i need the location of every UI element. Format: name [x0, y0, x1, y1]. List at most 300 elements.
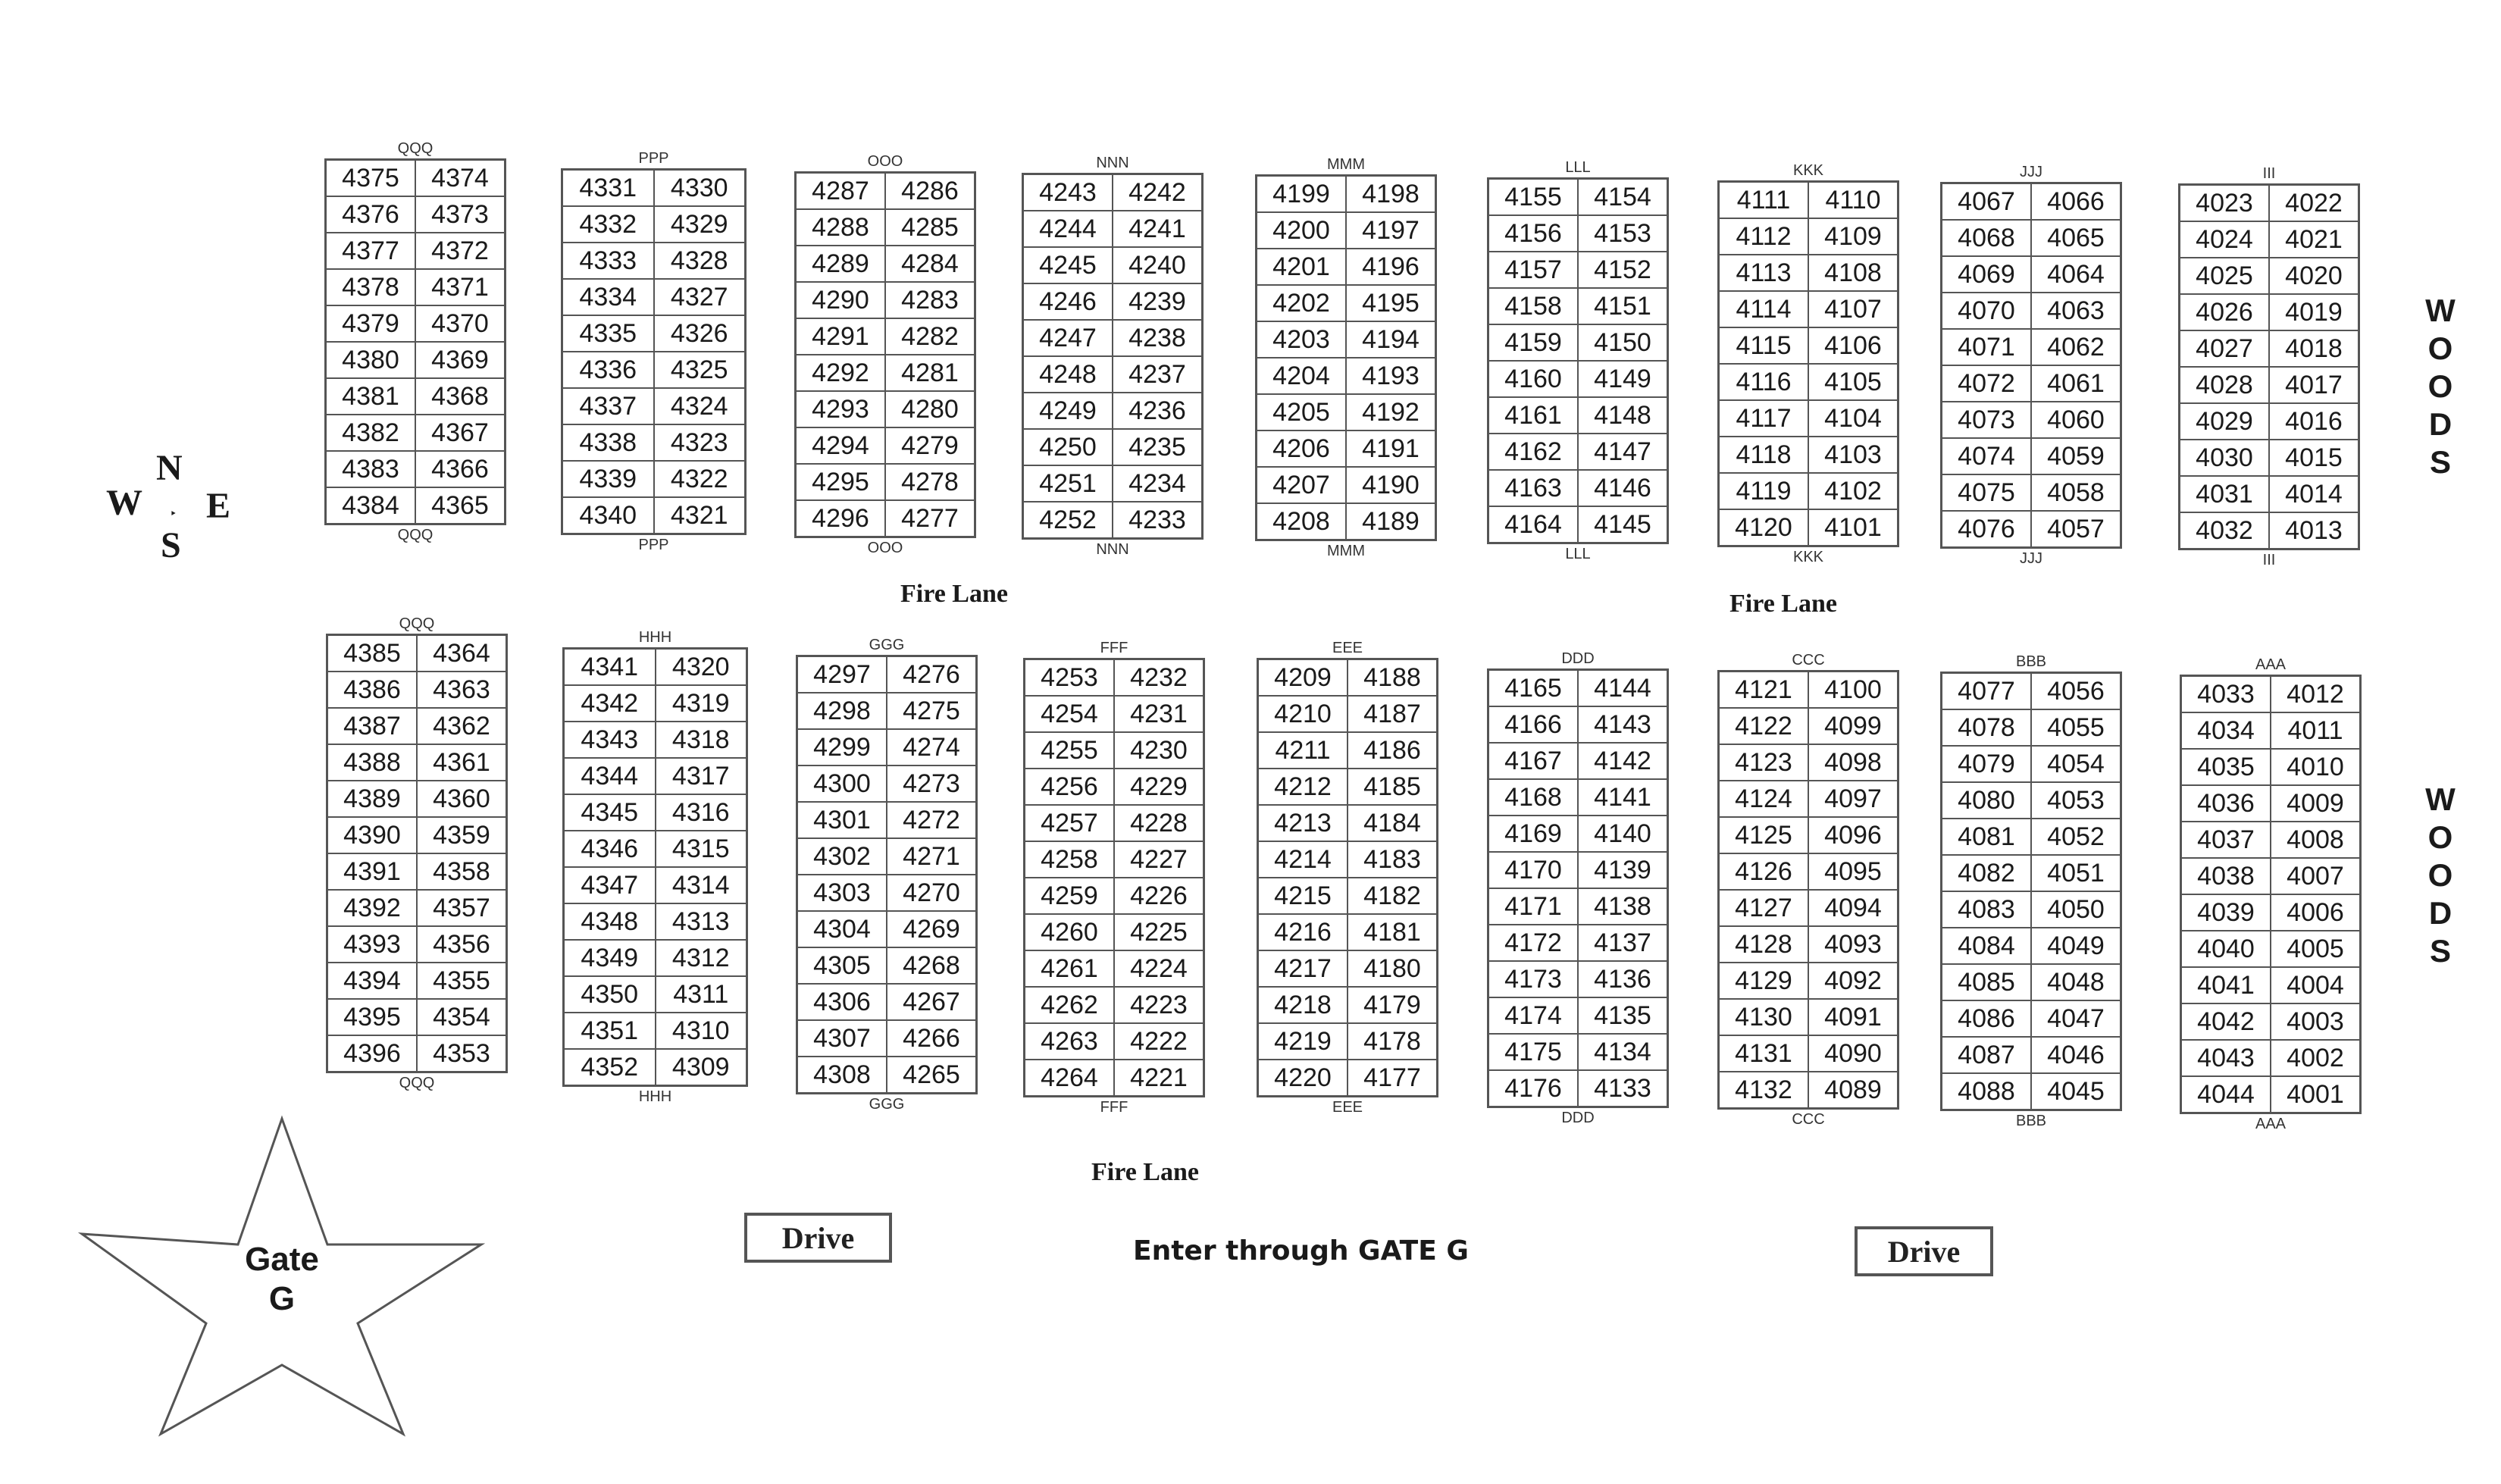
- lot-number: 4320: [655, 650, 747, 684]
- block-row: [565, 903, 746, 939]
- lot-number: 4016: [2268, 404, 2358, 439]
- lot-number: 4335: [579, 318, 637, 348]
- block-row: [565, 721, 746, 757]
- lot-number: 4077: [1958, 676, 2015, 706]
- block-row: [1489, 997, 1667, 1033]
- lot-number: 4237: [1112, 357, 1201, 392]
- block-row: [327, 161, 504, 196]
- block-row: [2182, 1003, 2359, 1039]
- lot-number: 4003: [2270, 1004, 2359, 1039]
- lot-number: 4090: [1808, 1036, 1897, 1071]
- lot-number: 4287: [812, 176, 869, 205]
- block-row: [327, 450, 504, 487]
- block-grid: [1487, 177, 1669, 544]
- block-row: [1257, 357, 1435, 393]
- block-label-bottom: OOO: [867, 540, 903, 556]
- block-row: [2182, 894, 2359, 930]
- lot-number: 4089: [1808, 1072, 1897, 1107]
- block-row: [565, 1012, 746, 1048]
- lot-number: 4283: [884, 283, 974, 318]
- lot-number: 4200: [1272, 215, 1330, 245]
- block-jjj: [1940, 162, 2122, 568]
- block-row: [798, 947, 975, 983]
- block-row: [1259, 768, 1436, 804]
- block-row: [565, 684, 746, 721]
- block-grid: [794, 171, 976, 538]
- lot-number: 4347: [581, 870, 639, 900]
- lot-number: 4233: [1112, 502, 1201, 537]
- lot-number: 4103: [1808, 437, 1897, 472]
- lot-number: 4277: [884, 501, 974, 536]
- woods-letter: S: [2429, 933, 2451, 969]
- lot-number: 4008: [2270, 822, 2359, 857]
- lot-number: 4153: [1577, 216, 1667, 251]
- lot-number: 4231: [1113, 697, 1203, 731]
- lot-number: 4189: [1345, 504, 1435, 539]
- lot-number: 4285: [884, 210, 974, 245]
- block-row: [1025, 986, 1203, 1022]
- block-row: [327, 305, 504, 341]
- lot-number: 4232: [1113, 660, 1203, 695]
- woods-letter: W: [2425, 293, 2456, 328]
- lot-number: 4312: [655, 941, 747, 975]
- lot-number: 4342: [581, 688, 639, 718]
- lot-number: 4289: [812, 249, 869, 278]
- lot-number: 4151: [1577, 289, 1667, 324]
- block-row: [1489, 396, 1667, 433]
- block-grid: [562, 647, 748, 1087]
- lot-number: 4197: [1345, 213, 1435, 248]
- block-row: [1942, 1000, 2120, 1036]
- block-row: [1257, 430, 1435, 466]
- compass-south: S: [161, 525, 181, 565]
- block-row: [1025, 804, 1203, 841]
- woods-label-top: [2425, 292, 2456, 481]
- fire-lane-label: Fire Lane: [1729, 590, 1837, 618]
- lot-number: 4002: [2270, 1041, 2359, 1075]
- block-row: [2180, 257, 2358, 293]
- lot-number: 4355: [416, 963, 506, 998]
- block-row: [565, 866, 746, 903]
- block-row: [1720, 290, 1897, 327]
- lot-number: 4102: [1808, 474, 1897, 509]
- lot-number: 4365: [415, 488, 504, 523]
- lot-number: 4270: [886, 875, 975, 910]
- lot-number: 4080: [1958, 785, 2015, 815]
- lot-number: 4045: [2030, 1074, 2120, 1109]
- block-row: [328, 780, 506, 816]
- lot-number: 4309: [655, 1050, 747, 1085]
- lot-number: 4329: [653, 207, 745, 242]
- block-row: [563, 315, 744, 351]
- lot-number: 4076: [1958, 514, 2015, 543]
- lot-number: 4356: [416, 927, 506, 962]
- block-row: [1942, 927, 2120, 963]
- lot-number: 4174: [1504, 1000, 1562, 1030]
- block-row: [2182, 677, 2359, 712]
- block-label-top: QQQ: [397, 140, 434, 157]
- lot-number: 4130: [1735, 1002, 1792, 1032]
- lot-number: 4360: [416, 781, 506, 816]
- lot-number: 4310: [655, 1013, 747, 1048]
- lot-number: 4354: [416, 1000, 506, 1035]
- lot-number: 4374: [415, 161, 504, 196]
- lot-number: 4202: [1272, 288, 1330, 318]
- lot-number: 4086: [1958, 1003, 2015, 1033]
- lot-number: 4328: [653, 243, 745, 278]
- block-row: [1489, 324, 1667, 360]
- lot-number: 4380: [342, 345, 399, 374]
- block-label-top: III: [2262, 165, 2276, 182]
- block-grid: [324, 158, 506, 525]
- block-row: [328, 707, 506, 744]
- woods-letter: O: [2427, 857, 2453, 893]
- lot-number: 4303: [813, 878, 871, 907]
- block-row: [563, 460, 744, 496]
- block-mmm: [1255, 155, 1437, 561]
- lot-number: 4219: [1274, 1026, 1332, 1056]
- lot-number: 4252: [1039, 505, 1097, 534]
- block-row: [1259, 841, 1436, 877]
- lot-number: 4187: [1347, 697, 1436, 731]
- lot-number: 4146: [1577, 471, 1667, 506]
- lot-number: 4297: [813, 659, 871, 689]
- block-row: [1720, 509, 1897, 545]
- lot-number: 4119: [1736, 476, 1792, 506]
- lot-number: 4163: [1504, 473, 1562, 502]
- lot-number: 4082: [1958, 858, 2015, 888]
- block-row: [1024, 246, 1201, 283]
- lot-number: 4226: [1113, 878, 1203, 913]
- lot-number: 4194: [1345, 322, 1435, 357]
- lot-number: 4145: [1577, 507, 1667, 542]
- lot-number: 4388: [343, 747, 401, 777]
- lot-number: 4055: [2030, 710, 2120, 745]
- lot-number: 4313: [655, 904, 747, 939]
- lot-number: 4260: [1041, 917, 1098, 947]
- lot-number: 4301: [813, 805, 871, 834]
- lot-number: 4369: [415, 343, 504, 377]
- block-row: [328, 925, 506, 962]
- lot-number: 4206: [1272, 434, 1330, 463]
- lot-number: 4249: [1039, 396, 1097, 425]
- lot-number: 4199: [1272, 179, 1330, 208]
- block-row: [1257, 211, 1435, 248]
- block-row: [563, 278, 744, 315]
- block-row: [2180, 221, 2358, 257]
- lot-number: 4088: [1958, 1076, 2015, 1106]
- block-row: [1720, 998, 1897, 1035]
- block-label-top: NNN: [1096, 155, 1129, 171]
- block-row: [1489, 1033, 1667, 1069]
- block-label-top: PPP: [638, 150, 669, 167]
- lot-number: 4024: [2196, 224, 2253, 254]
- lot-number: 4160: [1504, 364, 1562, 393]
- block-row: [327, 377, 504, 414]
- block-label-bottom: QQQ: [399, 1075, 435, 1091]
- block-row: [563, 424, 744, 460]
- lot-number: 4030: [2196, 443, 2253, 472]
- lot-number: 4293: [812, 394, 869, 424]
- block-label-top: CCC: [1792, 652, 1825, 668]
- lot-number: 4144: [1577, 671, 1667, 706]
- block-hhh: [562, 628, 748, 1107]
- block-ppp: [561, 149, 747, 555]
- lot-number: 4272: [886, 803, 975, 837]
- lot-number: 4340: [579, 500, 637, 530]
- block-row: [1489, 214, 1667, 251]
- lot-number: 4059: [2030, 439, 2120, 474]
- block-row: [1489, 251, 1667, 287]
- block-row: [2180, 512, 2358, 548]
- lot-number: 4338: [579, 427, 637, 457]
- block-row: [1720, 889, 1897, 925]
- block-row: [1024, 501, 1201, 537]
- lot-number: 4099: [1808, 709, 1897, 744]
- lot-number: 4014: [2268, 477, 2358, 512]
- lot-number: 4094: [1808, 891, 1897, 925]
- lot-number: 4001: [2270, 1077, 2359, 1112]
- block-row: [1942, 1072, 2120, 1109]
- lot-number: 4308: [813, 1060, 871, 1089]
- lot-number: 4159: [1504, 327, 1562, 357]
- lot-number: 4029: [2196, 406, 2253, 436]
- lot-number: 4127: [1735, 893, 1792, 922]
- block-row: [1720, 853, 1897, 889]
- lot-number: 4111: [1736, 185, 1791, 214]
- block-row: [1720, 1071, 1897, 1107]
- lot-number: 4247: [1039, 323, 1097, 352]
- lot-number: 4110: [1808, 183, 1897, 218]
- lot-number: 4271: [886, 839, 975, 874]
- lot-number: 4142: [1577, 744, 1667, 778]
- lot-number: 4389: [343, 784, 401, 813]
- lot-number: 4265: [886, 1057, 975, 1092]
- lot-number: 4017: [2268, 368, 2358, 402]
- lot-number: 4235: [1112, 430, 1201, 465]
- lot-number: 4031: [2196, 479, 2253, 509]
- block-fff: [1023, 638, 1205, 1117]
- block-row: [1489, 433, 1667, 469]
- lot-number: 4198: [1345, 177, 1435, 211]
- lot-number: 4005: [2270, 931, 2359, 966]
- lot-number: 4275: [886, 693, 975, 728]
- lot-number: 4238: [1112, 321, 1201, 355]
- block-row: [1024, 392, 1201, 428]
- lot-number: 4217: [1274, 953, 1332, 983]
- lot-number: 4261: [1041, 953, 1098, 983]
- woods-letter: D: [2428, 406, 2452, 442]
- lot-number: 4376: [342, 199, 399, 229]
- lot-number: 4264: [1041, 1063, 1098, 1092]
- block-row: [2182, 821, 2359, 857]
- compass-west: W: [106, 483, 142, 523]
- lot-number: 4254: [1041, 699, 1098, 728]
- block-row: [328, 816, 506, 853]
- block-row: [1025, 768, 1203, 804]
- lot-number: 4129: [1735, 966, 1792, 995]
- lot-number: 4043: [2197, 1043, 2255, 1072]
- block-row: [1259, 731, 1436, 768]
- block-row: [798, 801, 975, 837]
- lot-number: 4096: [1808, 818, 1897, 853]
- block-row: [1720, 816, 1897, 853]
- block-row: [1942, 184, 2120, 219]
- lot-number: 4012: [2270, 677, 2359, 712]
- lot-number: 4361: [416, 745, 506, 780]
- lot-number: 4098: [1808, 745, 1897, 780]
- block-label-bottom: DDD: [1561, 1110, 1595, 1126]
- lot-number: 4066: [2030, 184, 2120, 219]
- block-row: [1489, 706, 1667, 742]
- lot-number: 4149: [1577, 362, 1667, 396]
- lot-number: 4220: [1274, 1063, 1332, 1092]
- lot-number: 4087: [1958, 1040, 2015, 1069]
- lot-number: 4116: [1736, 367, 1792, 396]
- lot-number: 4063: [2030, 293, 2120, 328]
- gate-label: [221, 1240, 343, 1319]
- block-row: [797, 174, 974, 208]
- lot-number: 4143: [1577, 707, 1667, 742]
- lot-number: 4343: [581, 725, 639, 754]
- lot-number: 4085: [1958, 967, 2015, 997]
- lot-number: 4106: [1808, 328, 1897, 363]
- block-row: [1942, 328, 2120, 365]
- lot-number: 4191: [1345, 431, 1435, 466]
- lot-number: 4158: [1504, 291, 1562, 321]
- block-label-bottom: GGG: [869, 1096, 905, 1113]
- block-row: [1025, 841, 1203, 877]
- lot-number: 4135: [1577, 998, 1667, 1033]
- block-row: [2182, 857, 2359, 894]
- lot-number: 4207: [1272, 470, 1330, 499]
- lot-number: 4326: [653, 316, 745, 351]
- lot-number: 4205: [1272, 397, 1330, 427]
- block-row: [797, 354, 974, 390]
- lot-number: 4387: [343, 711, 401, 740]
- block-label-top: DDD: [1561, 650, 1595, 667]
- block-label-top: AAA: [2255, 656, 2287, 673]
- block-row: [328, 962, 506, 998]
- block-row: [2180, 186, 2358, 221]
- block-row: [1720, 962, 1897, 998]
- block-grid: [1257, 658, 1438, 1097]
- lot-number: 4273: [886, 766, 975, 801]
- block-row: [1024, 210, 1201, 246]
- lot-number: 4136: [1577, 962, 1667, 997]
- lot-number: 4227: [1113, 842, 1203, 877]
- block-row: [565, 975, 746, 1012]
- block-row: [563, 171, 744, 205]
- lot-number: 4192: [1345, 395, 1435, 430]
- lot-number: 4371: [415, 270, 504, 305]
- lot-number: 4279: [884, 428, 974, 463]
- lot-number: 4139: [1577, 853, 1667, 888]
- lot-number: 4026: [2196, 297, 2253, 327]
- lot-number: 4216: [1274, 917, 1332, 947]
- lot-number: 4286: [884, 174, 974, 208]
- fire-lane-label: Fire Lane: [1091, 1158, 1199, 1186]
- lot-number: 4386: [343, 675, 401, 704]
- lot-number: 4304: [813, 914, 871, 944]
- lot-number: 4037: [2197, 825, 2255, 854]
- block-row: [1025, 695, 1203, 731]
- block-row: [1024, 355, 1201, 392]
- lot-number: 4036: [2197, 788, 2255, 818]
- lot-number: 4182: [1347, 878, 1436, 913]
- block-row: [2180, 330, 2358, 366]
- block-label-top: FFF: [1100, 640, 1128, 656]
- lot-number: 4181: [1347, 915, 1436, 950]
- lot-number: 4281: [884, 355, 974, 390]
- block-label-top: KKK: [1792, 162, 1824, 179]
- block-nnn: [1022, 153, 1204, 559]
- block-row: [1720, 707, 1897, 744]
- lot-number: 4362: [416, 709, 506, 744]
- lot-number: 4083: [1958, 894, 2015, 924]
- block-row: [1942, 401, 2120, 437]
- lot-number: 4341: [581, 652, 639, 681]
- lot-number: 4314: [655, 868, 747, 903]
- lot-number: 4018: [2268, 331, 2358, 366]
- lot-number: 4195: [1345, 286, 1435, 321]
- lot-number: 4134: [1577, 1035, 1667, 1069]
- lot-number: 4288: [812, 212, 869, 242]
- lot-number: 4004: [2270, 968, 2359, 1003]
- block-row: [1489, 1069, 1667, 1106]
- block-label-top: GGG: [869, 637, 905, 653]
- lot-number: 4278: [884, 465, 974, 499]
- lot-number: 4027: [2196, 333, 2253, 363]
- lot-number: 4236: [1112, 393, 1201, 428]
- block-row: [798, 657, 975, 692]
- lot-number: 4367: [415, 415, 504, 450]
- lot-number: 4047: [2030, 1001, 2120, 1036]
- lot-number: 4081: [1958, 822, 2015, 851]
- block-row: [1942, 745, 2120, 781]
- block-row: [1942, 510, 2120, 546]
- block-row: [797, 281, 974, 318]
- lot-number: 4393: [343, 929, 401, 959]
- block-row: [1489, 742, 1667, 778]
- lot-number: 4032: [2196, 515, 2253, 545]
- lot-number: 4255: [1041, 735, 1098, 765]
- block-ddd: [1487, 649, 1669, 1128]
- lot-number: 4196: [1345, 249, 1435, 284]
- block-row: [798, 1019, 975, 1056]
- block-eee: [1257, 638, 1438, 1117]
- block-row: [1720, 744, 1897, 780]
- lot-number: 4203: [1272, 324, 1330, 354]
- lot-number: 4125: [1735, 820, 1792, 850]
- lot-number: 4075: [1958, 477, 2015, 507]
- block-row: [327, 268, 504, 305]
- lot-number: 4242: [1112, 175, 1201, 210]
- block-qqq-bottom: [326, 614, 508, 1093]
- block-grid: [1023, 658, 1205, 1097]
- block-grid: [1022, 173, 1204, 540]
- block-label-bottom: EEE: [1332, 1099, 1363, 1116]
- lot-number: 4267: [886, 985, 975, 1019]
- lot-number: 4339: [579, 464, 637, 493]
- block-row: [1024, 428, 1201, 465]
- lot-number: 4060: [2030, 402, 2120, 437]
- lot-number: 4044: [2197, 1079, 2255, 1109]
- lot-number: 4300: [813, 769, 871, 798]
- block-label-bottom: NNN: [1096, 541, 1129, 558]
- block-row: [2182, 1075, 2359, 1112]
- block-row: [563, 205, 744, 242]
